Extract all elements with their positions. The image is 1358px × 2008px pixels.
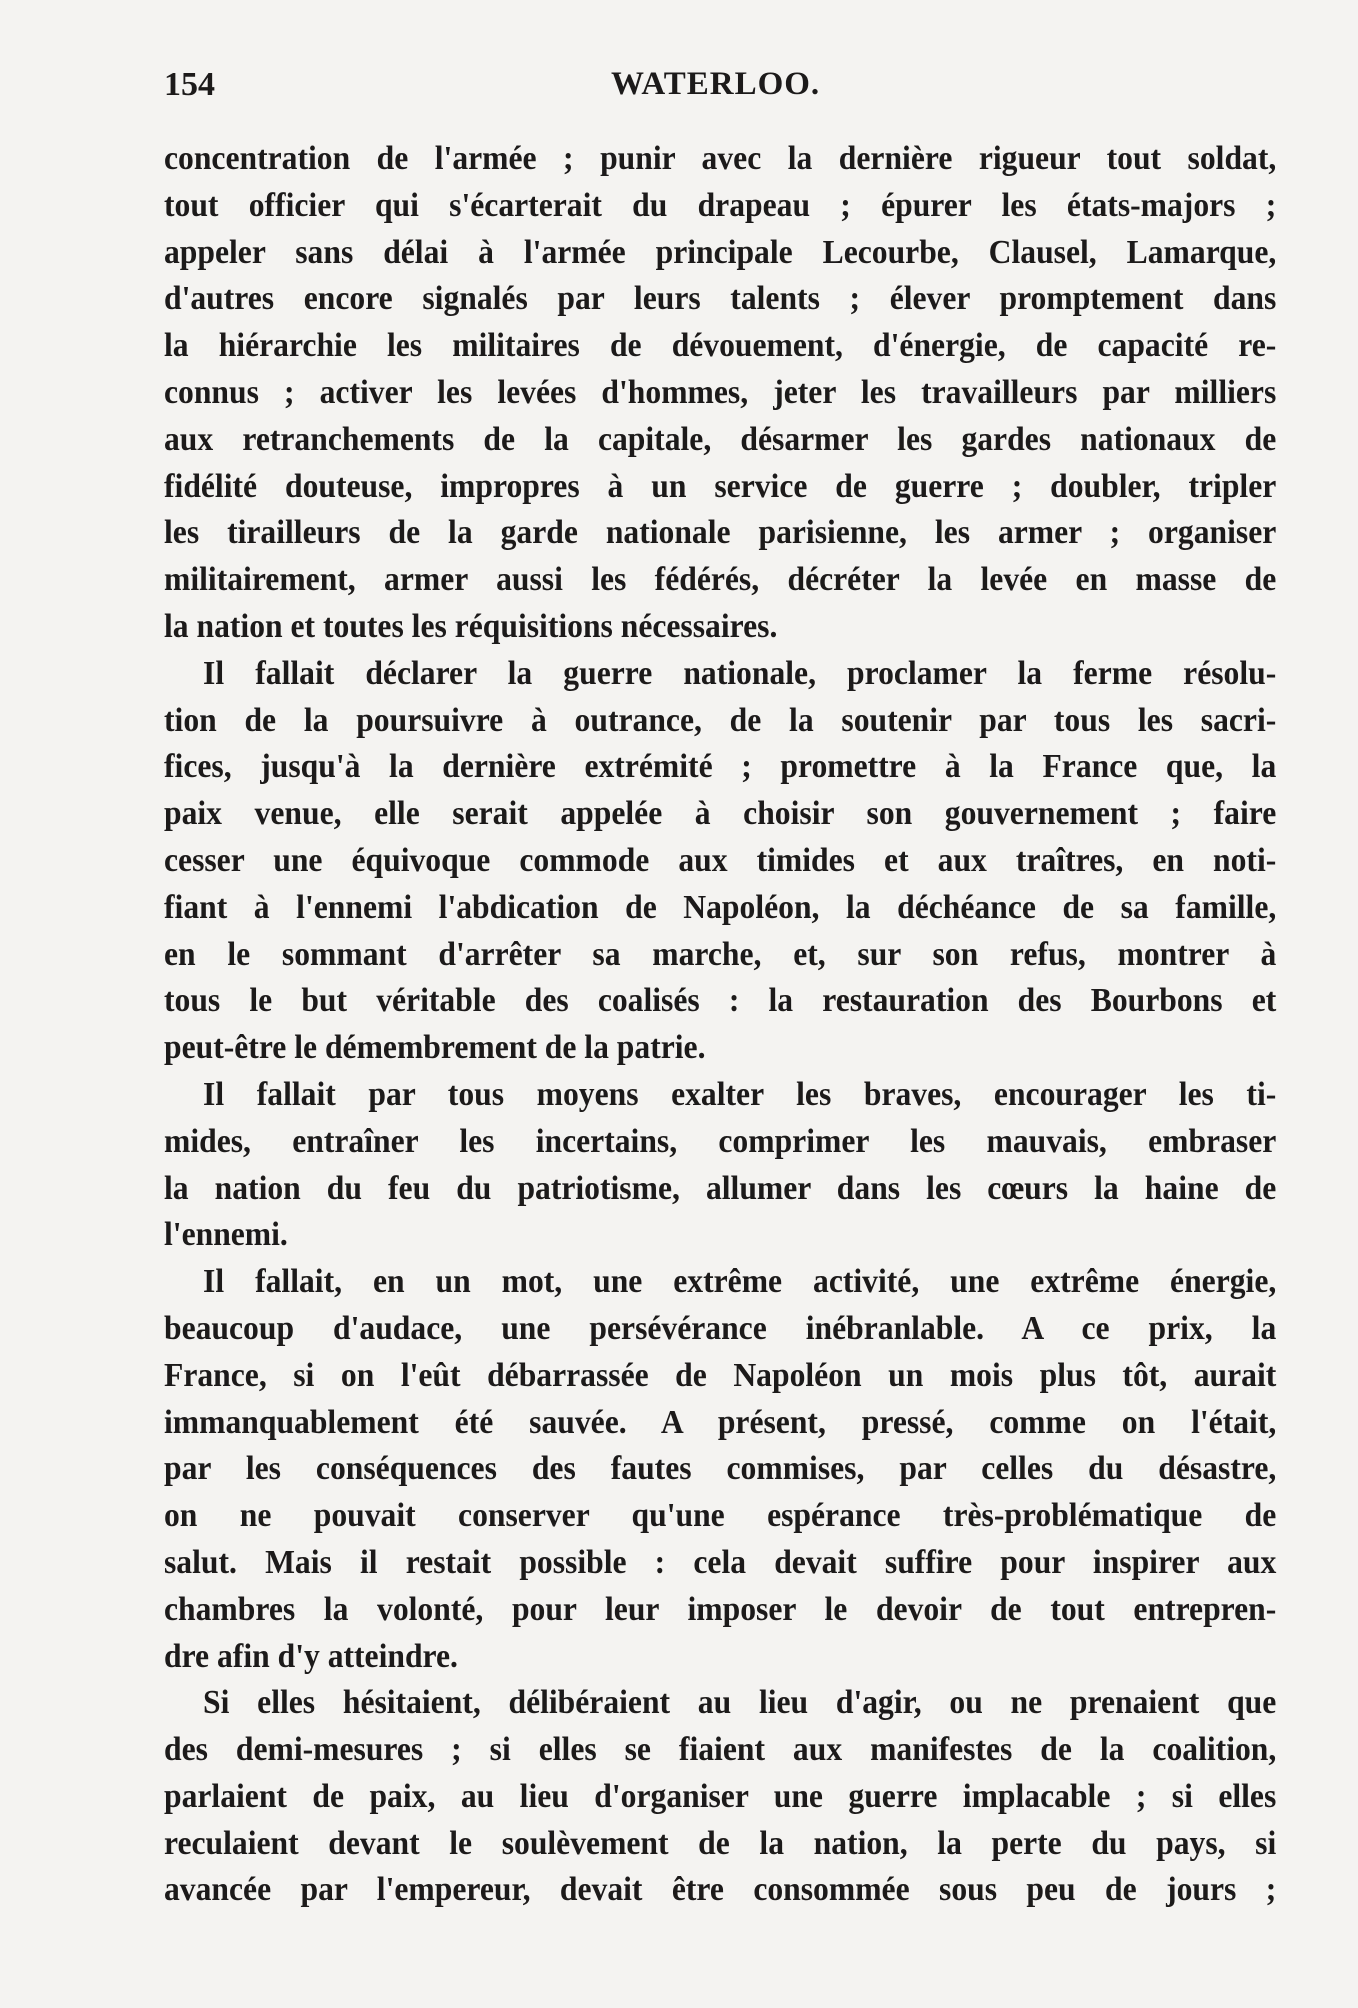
text-line: militairement, armer aussi les fédérés, décréter la levée en masse de	[164, 561, 1277, 599]
text-line: parlaient de paix, au lieu d'organiser une guerre implacable ; si elles	[164, 1777, 1277, 1815]
text-line: tous le but véritable des coalisés : la restauration des Bourbons et	[164, 982, 1277, 1020]
running-title: WATERLOO.	[611, 66, 821, 102]
text-line: la hiérarchie les militaires de dévouement, d'énergie, de capacité re-	[164, 327, 1277, 365]
text-line: connus ; activer les levées d'hommes, jeter les travailleurs par milliers	[164, 373, 1277, 411]
text-line: les tirailleurs de la garde nationale parisienne, les armer ; organiser	[164, 514, 1277, 552]
text-line: mides, entraîner les incertains, comprimer les mauvais, embraser	[164, 1122, 1277, 1160]
text-line: avancée par l'empereur, devait être consommée sous peu de jours ;	[164, 1871, 1277, 1909]
paragraph	[164, 1072, 1276, 1259]
text-line: tion de la poursuivre à outrance, de la soutenir par tous les sacri-	[164, 701, 1277, 739]
text-line: Il fallait, en un mot, une extrême activité, une extrême énergie,	[203, 1263, 1277, 1301]
text-line: beaucoup d'audace, une persévérance inébranlable. A ce prix, la	[164, 1309, 1277, 1347]
paragraph	[164, 651, 1276, 1072]
text-line: Il fallait déclarer la guerre nationale, proclamer la ferme résolu-	[203, 654, 1277, 692]
page-number: 154	[164, 66, 215, 103]
text-line: immanquablement été sauvée. A présent, pressé, comme on l'était,	[164, 1403, 1277, 1441]
text-line: la nation du feu du patriotisme, allumer dans les cœurs la haine de	[164, 1169, 1277, 1207]
text-line: en le sommant d'arrêter sa marche, et, sur son refus, montrer à	[164, 935, 1277, 973]
page-header	[164, 66, 844, 110]
text-line: on ne pouvait conserver qu'une espérance très-problématique de	[164, 1497, 1277, 1535]
text-line: chambres la volonté, pour leur imposer le devoir de tout entrepren-	[164, 1590, 1277, 1628]
text-line: reculaient devant le soulèvement de la nation, la perte du pays, si	[164, 1824, 1277, 1862]
text-line: appeler sans délai à l'armée principale Lecourbe, Clausel, Lamarque,	[164, 233, 1277, 271]
text-line: salut. Mais il restait possible : cela devait suffire pour inspirer aux	[164, 1543, 1277, 1581]
text-line: d'autres encore signalés par leurs talents ; élever promptement dans	[164, 280, 1277, 318]
text-line: par les conséquences des fautes commises, par celles du désastre,	[164, 1450, 1277, 1488]
text-line: dre afin d'y atteindre.	[164, 1637, 458, 1675]
text-line: concentration de l'armée ; punir avec la dernière rigueur tout soldat,	[164, 140, 1277, 177]
paragraph	[164, 136, 1276, 651]
paragraph	[164, 1259, 1276, 1680]
text-line: cesser une équivoque commode aux timides et aux traîtres, en noti-	[164, 841, 1277, 879]
paragraph	[164, 1680, 1276, 1914]
text-line: peut-être le démembrement de la patrie.	[164, 1029, 706, 1067]
text-line: Si elles hésitaient, délibéraient au lieu d'agir, ou ne prenaient que	[203, 1684, 1277, 1722]
text-line: fiant à l'ennemi l'abdication de Napoléon, la déchéance de sa famille,	[164, 888, 1277, 926]
text-line: l'ennemi.	[164, 1216, 288, 1254]
text-line: Il fallait par tous moyens exalter les braves, encourager les ti-	[203, 1075, 1277, 1113]
text-line: fices, jusqu'à la dernière extrémité ; promettre à la France que, la	[164, 748, 1277, 786]
text-line: tout officier qui s'écarterait du drapeau ; épurer les états-majors ;	[164, 186, 1277, 224]
text-line: la nation et toutes les réquisitions nécessaires.	[164, 607, 778, 645]
text-line: aux retranchements de la capitale, désarmer les gardes nationaux de	[164, 420, 1277, 458]
text-line: des demi-mesures ; si elles se fiaient aux manifestes de la coalition,	[164, 1731, 1277, 1769]
text-line: fidélité douteuse, impropres à un service de guerre ; doubler, tripler	[164, 467, 1277, 505]
text-line: France, si on l'eût débarrassée de Napoléon un mois plus tôt, aurait	[164, 1356, 1277, 1394]
body-text	[164, 136, 1276, 1914]
text-line: paix venue, elle serait appelée à choisir son gouvernement ; faire	[164, 795, 1277, 833]
